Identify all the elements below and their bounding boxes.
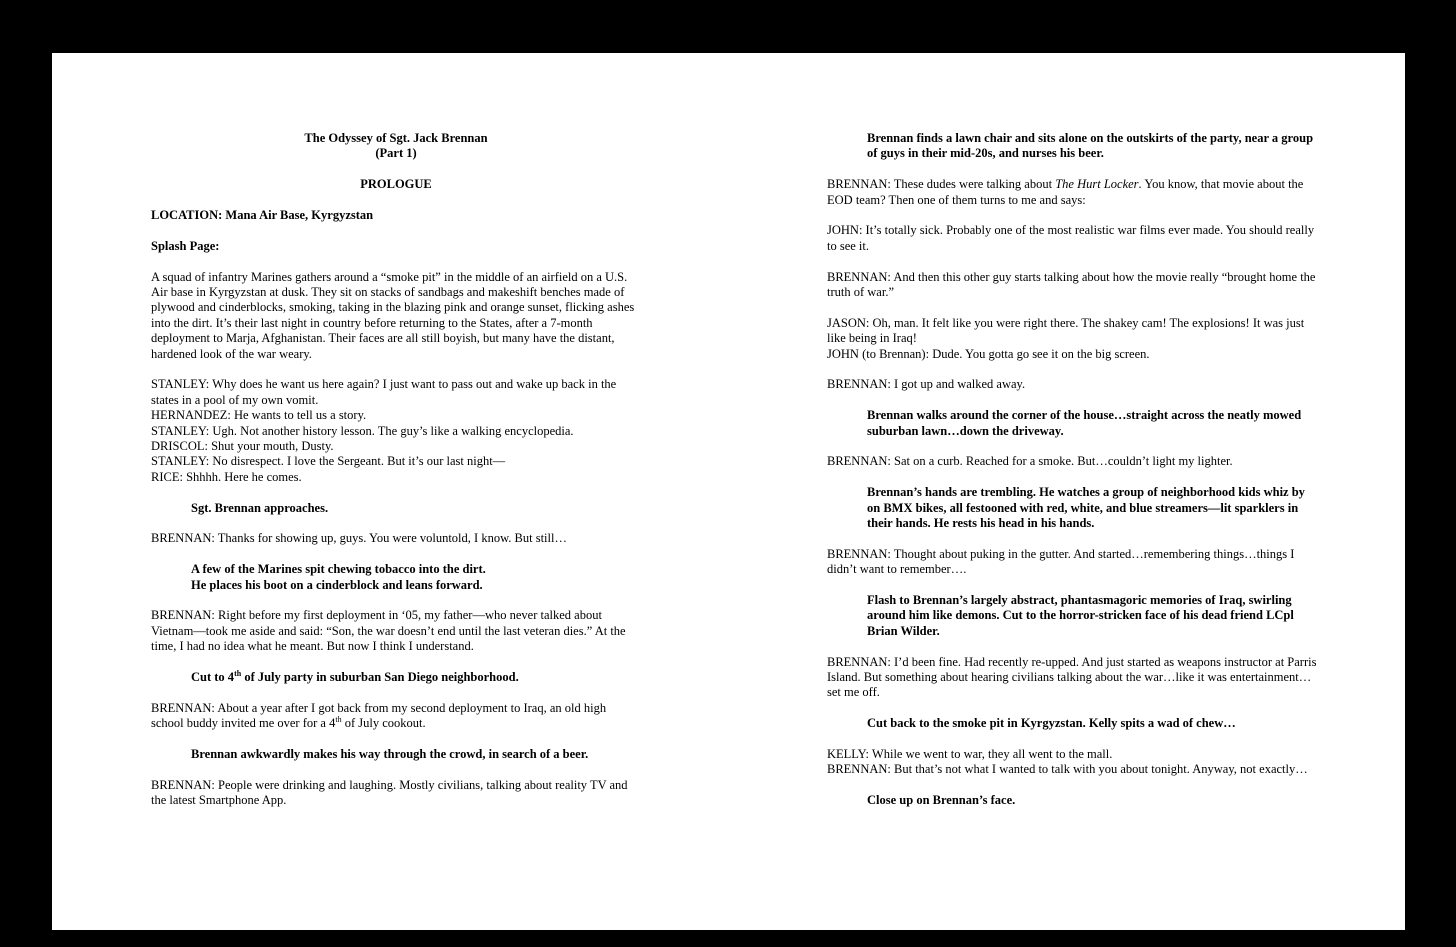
action-line: A few of the Marines spit chewing tobacco into the dirt. [191, 562, 486, 577]
action-line: Brennan’s hands are trembling. He watches a group of neighborhood kids whiz by on BMX bikes, all festooned with red, white, and blue streamers—lit sparklers in their hands. He rests his head in his hands. [867, 485, 1305, 531]
action-line: Brennan finds a lawn chair and sits alone on the outskirts of the party, near a group of guys in their mid-20s, and nurses his beer. [867, 131, 1314, 161]
page-title: The Odyssey of Sgt. Jack Brennan [304, 131, 488, 145]
intro-paragraph: A squad of infantry Marines gathers around a “smoke pit” in the middle of an airfield on a U.S. Air base in Kyrgyzstan at dusk. They sit on stacks of sandbags and makeshift benches made of plywood and cinderblocks, smoking, taking in the blazing pink and orange sunset, flicking ashes into the dirt. It’s their last night in country before returning to the States, after a 7-month deployment to Marja, Afghanistan. Their faces are all still boyish, but many have the distant, hardened look of the war weary. [151, 269, 635, 361]
dialogue-line: STANLEY: No disrespect. I love the Sergeant. But it’s our last night— [151, 454, 506, 469]
action-line [191, 670, 641, 685]
action-line: Brennan awkwardly makes his way through the crowd, in search of a beer. [191, 747, 589, 762]
page-subtitle: (Part 1) [375, 146, 417, 161]
location-value: : Mana Air Base, Kyrgyzstan [218, 208, 374, 222]
section-heading: PROLOGUE [360, 177, 432, 192]
dialogue-line: KELLY: While we went to war, they all went to the mall. [827, 747, 1113, 762]
dialogue-text: . You know, that movie about the EOD team? Then one of them turns to me and says: [827, 177, 1304, 207]
action-line: Flash to Brennan’s largely abstract, phantasmagoric memories of Iraq, swirling around him like demons. Cut to the horror-stricken face of his dead friend LCpl Brian Wilder. [867, 593, 1294, 638]
dialogue-block [827, 747, 1317, 778]
dialogue-line: BRENNAN: I’d been fine. Had recently re-upped. And just started as weapons instructor at Parris Island. But something about hearing civilians talking about the war…like it was entertainment…set me off. [827, 654, 1317, 700]
dialogue-line: RICE: Shhhh. Here he comes. [151, 469, 302, 484]
dialogue-line: BRENNAN: Thanks for showing up, guys. You were voluntold, I know. But still… [151, 531, 567, 546]
dialogue-line: HERNANDEZ: He wants to tell us a story. [151, 408, 367, 423]
dialogue-line: BRENNAN: I got up and walked away. [827, 377, 1026, 392]
location-label: LOCATION [151, 208, 219, 222]
splash-label: Splash Page: [151, 238, 220, 253]
dialogue-line: BRENNAN: And then this other guy starts talking about how the movie really “brought home the truth of war.” [827, 269, 1316, 300]
action-block [151, 562, 641, 593]
film-title: The Hurt Locker [1055, 177, 1139, 192]
dialogue-line: JOHN: It’s totally sick. Probably one of the most realistic war films ever made. You should really to see it. [827, 223, 1315, 253]
ordinal-suffix: th [234, 668, 242, 678]
dialogue-line: BRENNAN: But that’s not what I wanted to talk with you about tonight. Anyway, not exactly… [827, 762, 1308, 777]
action-line: He places his boot on a cinderblock and leans forward. [191, 577, 483, 592]
action-line: Close up on Brennan’s face. [867, 793, 1016, 808]
dialogue-line [151, 701, 641, 732]
action-line: Brennan walks around the corner of the house…straight across the neatly mowed suburban lawn…down the driveway. [867, 408, 1302, 438]
dialogue-line: STANLEY: Ugh. Not another history lesson. The guy’s like a walking encyclopedia. [151, 423, 574, 438]
dialogue-text: of July cookout. [341, 716, 426, 731]
document-sheet [52, 53, 1405, 930]
dialogue-line: JASON: Oh, man. It felt like you were right there. The shakey cam! The explosions! It was just like being in Iraq! [827, 315, 1305, 346]
dialogue-line: STANLEY: Why does he want us here again? I just want to pass out and wake up back in the states in a pool of my own vomit. [151, 377, 617, 407]
dialogue-line [827, 177, 1317, 208]
left-page [151, 131, 641, 824]
action-text: of July party in suburban San Diego neighborhood. [241, 670, 519, 685]
dialogue-line: BRENNAN: Sat on a curb. Reached for a smoke. But…couldn’t light my lighter. [827, 454, 1233, 469]
dialogue-text: BRENNAN: These dudes were talking about [827, 177, 1056, 192]
dialogue-line: BRENNAN: Right before my first deployment in ‘05, my father—who never talked about Vietnam—took me aside and said: “Son, the war doesn’t end until the last veteran dies.” At the time, I had no idea what he meant. But now I think I understand. [151, 608, 626, 654]
dialogue-line: DRISCOL: Shut your mouth, Dusty. [151, 439, 334, 454]
right-page [827, 131, 1317, 824]
location-line [151, 208, 641, 223]
action-line: Cut back to the smoke pit in Kyrgyzstan. Kelly spits a wad of chew… [867, 716, 1236, 731]
dialogue-line: JOHN (to Brennan): Dude. You gotta go see it on the big screen. [827, 346, 1150, 361]
dialogue-line: BRENNAN: Thought about puking in the gutter. And started…remembering things…things I didn’t want to remember…. [827, 546, 1295, 577]
ordinal-suffix: th [335, 715, 342, 725]
action-line: Sgt. Brennan approaches. [191, 500, 329, 515]
action-text: Cut to 4 [191, 670, 235, 685]
dialogue-text: BRENNAN: About a year after I got back from my second deployment to Iraq, an old high school buddy invited me over for a 4 [151, 700, 607, 731]
dialogue-line: BRENNAN: People were drinking and laughing. Mostly civilians, talking about reality TV and the latest Smartphone App. [151, 777, 628, 808]
dialogue-block [827, 316, 1317, 362]
dialogue-block [151, 377, 641, 485]
